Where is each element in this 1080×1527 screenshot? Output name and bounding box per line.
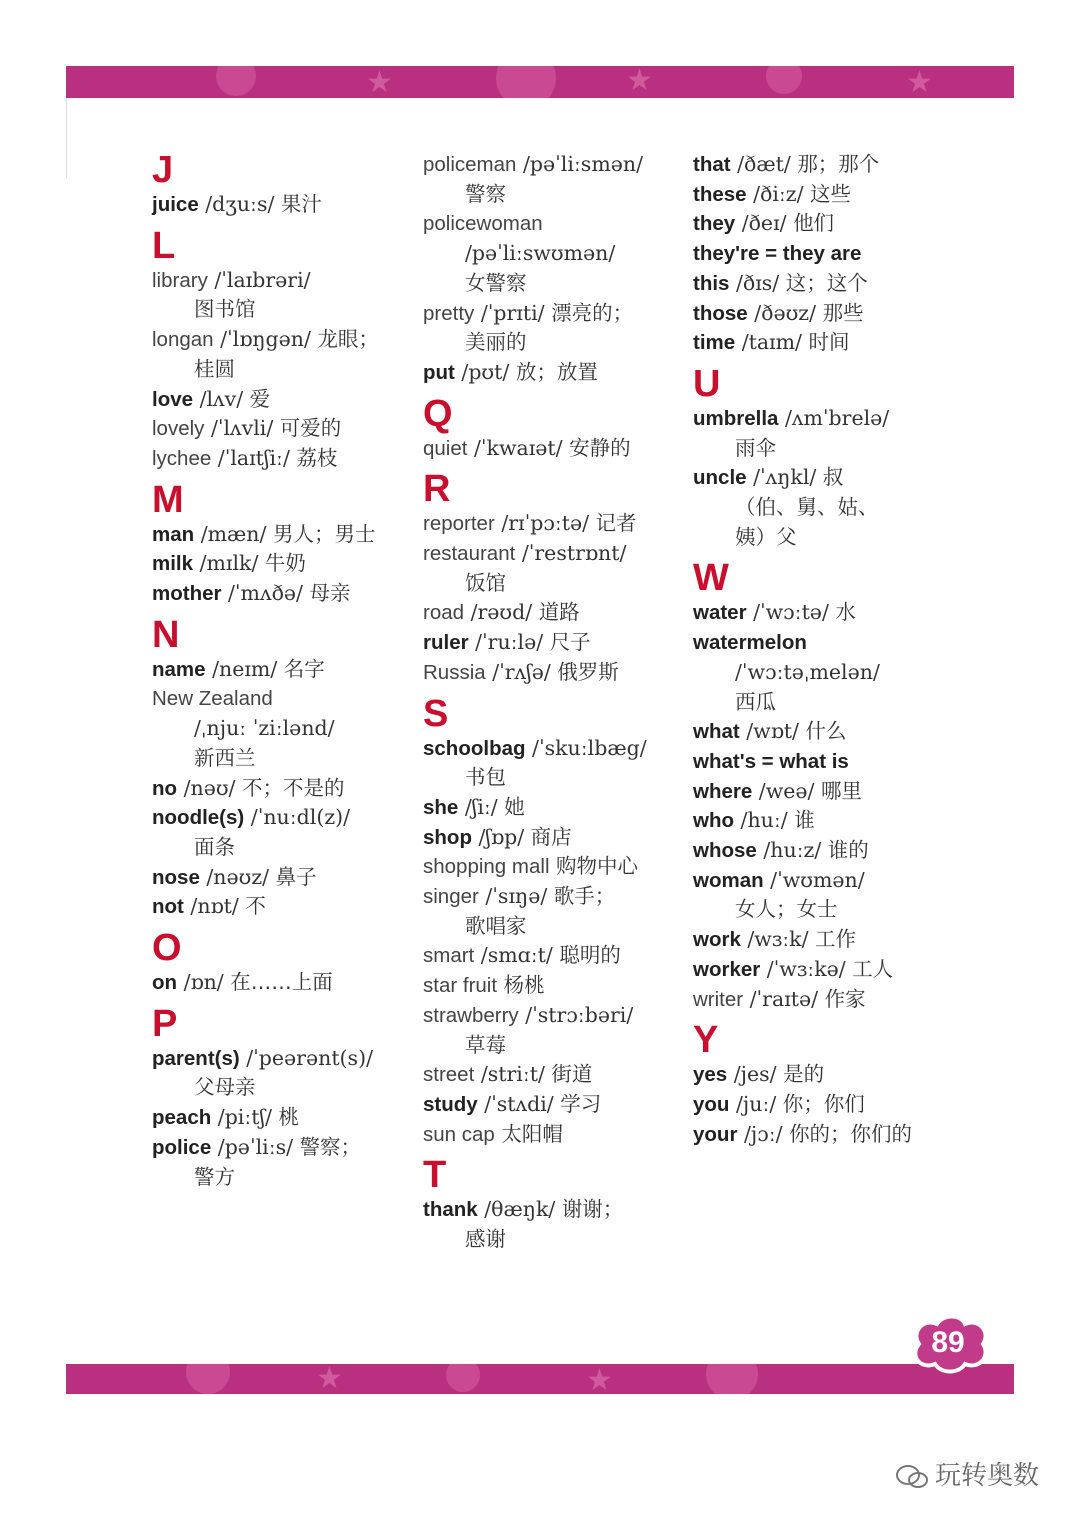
entry-word: watermelon (693, 631, 807, 655)
glossary-entry-shop (423, 823, 688, 853)
glossary-entry-shopping-mall (423, 852, 688, 882)
entry-translation: 水 (835, 600, 856, 625)
glossary-entry-love (152, 385, 412, 415)
entry-phonetic: /taɪm/ (741, 330, 802, 355)
entry-word: time (693, 331, 736, 355)
entry-word: put (423, 360, 455, 384)
entry-word: shop (423, 825, 472, 849)
left-rule (66, 98, 67, 178)
entry-translation: 这；这个 (785, 270, 868, 295)
glossary-entry-sun-cap (423, 1120, 688, 1150)
glossary-entry-water (693, 598, 993, 628)
entry-translation: 记者 (595, 511, 637, 536)
entry-translation: 警察； (299, 1134, 362, 1159)
entry-word: study (423, 1092, 478, 1116)
entry-translation: 工作 (815, 927, 857, 952)
glossary-entry-noodle-s (152, 803, 412, 862)
glossary-entry-what (693, 717, 993, 747)
glossary-entry-not (152, 892, 412, 922)
glossary-entry-singer (423, 882, 688, 941)
entry-continuation: 雨伞 (735, 435, 776, 460)
glossary-entry-parent-s (152, 1044, 412, 1103)
entry-phonetic: /ˈpeərənt(s)/ (246, 1045, 373, 1070)
glossary-column-2 (423, 150, 688, 1255)
entry-translation: 不 (245, 894, 266, 919)
entry-continuation: /ˈwɔːtəˌmelən/ (735, 659, 880, 684)
entry-phonetic: /mæn/ (200, 521, 267, 546)
entry-translation: 荔枝 (296, 445, 338, 470)
glossary-entry-worker (693, 955, 993, 985)
entry-translation: 她 (504, 794, 525, 819)
entry-phonetic: /ˈstrɔːbəri/ (525, 1002, 634, 1027)
glossary-entry-longan (152, 325, 412, 384)
entry-continuation: 图书馆 (194, 297, 256, 322)
entry-word: policewoman (423, 212, 543, 236)
wechat-icon (895, 1464, 929, 1490)
entry-word: these (693, 182, 747, 206)
entry-phonetic: /pəˈliːsmən/ (522, 152, 644, 176)
glossary-entry-time (693, 328, 993, 358)
entry-word: sun cap (423, 1122, 495, 1146)
entry-phonetic: /ˈlaɪbrəri/ (214, 267, 311, 292)
entry-word: milk (152, 552, 194, 576)
entry-translation: 工人 (852, 956, 894, 981)
entry-phonetic: /ˈruːlə/ (475, 630, 544, 655)
glossary-entry-uncle (693, 463, 993, 552)
entry-translation: 果汁 (280, 192, 322, 216)
section-letter-o: O (152, 927, 182, 970)
entry-word: water (693, 601, 747, 625)
entry-continuation: 新西兰 (194, 745, 256, 770)
entry-word: lovely (152, 417, 205, 441)
entry-translation: 学习 (560, 1091, 602, 1116)
glossary-entry-smart (423, 941, 688, 971)
entry-continuation: /ˌnjuː ˈziːlənd/ (194, 716, 335, 741)
glossary-column-3 (693, 150, 993, 1149)
entry-phonetic: /ˈrʌʃə/ (492, 659, 551, 684)
glossary-entry-policeman (423, 150, 688, 209)
entry-phonetic: /ʌmˈbrelə/ (784, 405, 890, 430)
glossary-entry-lychee (152, 444, 412, 474)
entry-word: love (152, 387, 194, 411)
entry-phonetic: /weə/ (758, 778, 815, 803)
entry-translation: 在……上面 (230, 970, 333, 995)
section-letter-t: T (423, 1154, 447, 1197)
entry-continuation: 饭馆 (465, 570, 506, 595)
entry-translation: 桃 (278, 1105, 300, 1130)
glossary-column-1 (152, 150, 412, 1192)
entry-phonetic: /rəʊd/ (470, 600, 533, 625)
glossary-entry-milk (152, 549, 412, 579)
glossary-entry-she (423, 793, 688, 823)
entry-translation: 名字 (283, 656, 325, 681)
glossary-entry-put (423, 358, 688, 388)
section-letter-n: N (152, 613, 180, 656)
entry-translation: 那；那个 (797, 152, 880, 176)
glossary-entry-street (423, 1060, 688, 1090)
glossary-entry-no (152, 774, 412, 804)
entry-continuation: 歌唱家 (465, 913, 527, 938)
entry-word: umbrella (693, 406, 779, 430)
section-letter-w: W (693, 557, 729, 600)
entry-phonetic: /ðæt/ (737, 152, 791, 176)
glossary-entry-woman (693, 866, 993, 925)
entry-translation: 商店 (530, 824, 572, 849)
glossary-entry-that (693, 150, 993, 180)
entry-word: yes (693, 1063, 728, 1087)
entry-translation: 街道 (551, 1062, 593, 1087)
glossary-entry-thank (423, 1195, 688, 1254)
entry-word: on (152, 971, 178, 995)
entry-phonetic: /jɔː/ (743, 1121, 783, 1146)
entry-word: she (423, 795, 459, 819)
entry-phonetic: /ˈmʌðə/ (228, 581, 303, 606)
entry-phonetic: /nəʊ/ (183, 775, 236, 800)
entry-word: police (152, 1135, 212, 1159)
section-letter-s: S (423, 692, 449, 735)
section-letter-m: M (152, 478, 184, 521)
entry-word: what (693, 720, 740, 744)
glossary-entry-mother (152, 579, 412, 609)
entry-phonetic: /ðeɪ/ (741, 211, 787, 236)
glossary-entry-lovely (152, 414, 412, 444)
entry-word: ruler (423, 631, 469, 655)
glossary-entry-those (693, 299, 993, 329)
entry-translation: 购物中心 (556, 854, 639, 879)
glossary-entry-juice (152, 190, 412, 220)
entry-word: policeman (423, 153, 517, 176)
entry-word: those (693, 301, 748, 325)
glossary-entry-writer (693, 985, 993, 1015)
glossary-entry-this (693, 269, 993, 299)
section-letter-y: Y (693, 1019, 719, 1062)
entry-translation: 道路 (538, 600, 580, 625)
glossary-entry-umbrella (693, 404, 993, 463)
entry-word: pretty (423, 301, 475, 325)
entry-phonetic: /ðiːz/ (753, 181, 804, 206)
entry-translation: 不；不是的 (241, 775, 345, 800)
section-letter-r: R (423, 468, 451, 511)
entry-word: what's = what is (693, 749, 849, 773)
entry-phonetic: /ˈwɔːtə/ (753, 600, 829, 625)
entry-continuation: （伯、舅、姑、 (735, 495, 879, 520)
entry-phonetic: /neɪm/ (212, 656, 278, 681)
glossary-entry-where (693, 777, 993, 807)
glossary-entry-road (423, 598, 688, 628)
entry-continuation: 面条 (194, 834, 235, 859)
entry-word: uncle (693, 466, 747, 490)
glossary-entry-who (693, 806, 993, 836)
entry-word: where (693, 779, 753, 803)
glossary-entry-quiet (423, 434, 688, 464)
entry-word: New Zealand (152, 687, 273, 711)
glossary-entry-peach (152, 1103, 412, 1133)
glossary-entry-pretty (423, 299, 688, 358)
entry-phonetic: /rɪˈpɔːtə/ (501, 511, 589, 536)
glossary-entry-ruler (423, 628, 688, 658)
bottom-decorative-band: ★ ★ (66, 1364, 1014, 1394)
entry-word: name (152, 657, 206, 681)
page-number: 89 (931, 1326, 965, 1359)
entry-word: shopping mall (423, 855, 550, 879)
entry-phonetic: /huː/ (740, 808, 788, 833)
entry-phonetic: /piːtʃ/ (217, 1105, 272, 1130)
glossary-entry-whose (693, 836, 993, 866)
glossary-entry-restaurant (423, 539, 688, 598)
glossary-entry-on (152, 968, 412, 998)
entry-continuation: 警察 (465, 181, 506, 206)
entry-translation: 时间 (808, 330, 850, 355)
entry-word: no (152, 776, 178, 800)
entry-phonetic: /wɜːk/ (747, 927, 809, 952)
entry-word: your (693, 1122, 738, 1146)
entry-phonetic: /smɑːt/ (480, 943, 553, 968)
entry-word: noodle(s) (152, 806, 245, 830)
glossary-entry-name (152, 655, 412, 685)
glossary-entry-policewoman (423, 209, 688, 298)
glossary-entry-study (423, 1090, 688, 1120)
entry-translation: 作家 (824, 986, 866, 1011)
entry-continuation: 西瓜 (735, 689, 776, 714)
entry-continuation: /pəˈliːswʊmən/ (465, 241, 616, 266)
entry-word: longan (152, 328, 214, 352)
entry-word: work (693, 928, 741, 952)
entry-translation: 俄罗斯 (557, 659, 619, 684)
entry-continuation: 感谢 (465, 1227, 506, 1252)
section-letter-q: Q (423, 392, 453, 435)
entry-phonetic: /wɒt/ (746, 719, 799, 744)
entry-phonetic: /striːt/ (480, 1062, 545, 1087)
entry-phonetic: /lʌv/ (199, 386, 244, 411)
entry-word: schoolbag (423, 736, 526, 760)
entry-translation: 你的；你们的 (789, 1121, 913, 1146)
entry-phonetic: /ˈwʊmən/ (770, 867, 865, 892)
entry-word: lychee (152, 446, 212, 470)
entry-translation: 你；你们 (782, 1091, 865, 1116)
glossary-entry-your (693, 1120, 993, 1150)
glossary-entry-reporter (423, 509, 688, 539)
glossary-entry-star-fruit (423, 971, 688, 1001)
glossary-entry-schoolbag (423, 734, 688, 793)
entry-word: writer (693, 987, 744, 1011)
entry-word: road (423, 601, 465, 625)
entry-phonetic: /nəʊz/ (206, 864, 270, 889)
entry-word: street (423, 1063, 475, 1087)
glossary-entry-you (693, 1090, 993, 1120)
entry-word: nose (152, 865, 200, 889)
entry-word: smart (423, 944, 475, 968)
entry-continuation: 美丽的 (465, 330, 527, 355)
entry-continuation: 警方 (194, 1164, 235, 1189)
entry-word: singer (423, 885, 479, 909)
entry-phonetic: /juː/ (735, 1091, 777, 1116)
entry-word: worker (693, 957, 761, 981)
entry-phonetic: /ˈlɒŋgən/ (220, 327, 311, 352)
glossary-entry-work (693, 925, 993, 955)
entry-continuation: 草莓 (465, 1032, 506, 1057)
entry-translation: 太阳帽 (501, 1121, 563, 1146)
top-decorative-band: ★ ★ ★ (66, 66, 1014, 98)
entry-continuation: 女警察 (465, 270, 527, 295)
entry-word: you (693, 1092, 730, 1116)
entry-translation: 鼻子 (275, 864, 317, 889)
entry-continuation: 桂圆 (194, 356, 235, 381)
entry-phonetic: /ˈprɪti/ (480, 300, 545, 325)
glossary-entry-these (693, 180, 993, 210)
entry-continuation: 父母亲 (194, 1075, 256, 1100)
entry-word: mother (152, 582, 222, 606)
entry-word: juice (152, 193, 199, 216)
entry-phonetic: /ɒn/ (183, 970, 224, 995)
entry-translation: 漂亮的； (551, 300, 634, 325)
entry-phonetic: /ˈnuːdl(z)/ (250, 805, 351, 830)
entry-phonetic: /ˈstʌdi/ (484, 1091, 554, 1116)
entry-translation: 哪里 (820, 778, 862, 803)
entry-translation: 安静的 (569, 435, 631, 460)
entry-phonetic: /pʊt/ (461, 359, 510, 384)
entry-word: quiet (423, 436, 468, 460)
entry-translation: 歌手； (553, 884, 616, 909)
entry-translation: 谢谢； (561, 1197, 624, 1222)
entry-translation: 叔 (822, 465, 844, 490)
glossary-entry-russia (423, 658, 688, 688)
entry-translation: 可爱的 (279, 416, 342, 441)
entry-translation: 爱 (249, 386, 271, 411)
entry-word: this (693, 271, 730, 295)
page-number-badge (905, 1312, 991, 1376)
glossary-entry-what-s-what-is (693, 747, 993, 777)
section-letter-p: P (152, 1002, 178, 1045)
entry-word: Russia (423, 660, 486, 684)
entry-phonetic: /ˈraɪtə/ (749, 986, 819, 1011)
entry-translation: 什么 (805, 719, 847, 744)
section-letter-l: L (152, 224, 176, 267)
glossary-entry-strawberry (423, 1001, 688, 1060)
glossary-entry-library (152, 266, 412, 325)
glossary-entry-man (152, 520, 412, 550)
entry-phonetic: /ˈsɪŋə/ (485, 884, 548, 909)
entry-translation: 他们 (793, 211, 835, 236)
entry-translation: 这些 (810, 181, 852, 206)
entry-continuation: 姨）父 (735, 524, 797, 549)
entry-translation: 谁的 (827, 838, 869, 863)
watermark-text: 玩转奥数 (935, 1461, 1040, 1491)
entry-translation: 放；放置 (515, 359, 598, 384)
entry-word: not (152, 895, 184, 919)
glossary-entry-new-zealand (152, 684, 412, 773)
entry-phonetic: /jes/ (733, 1062, 777, 1087)
entry-word: woman (693, 868, 764, 892)
entry-phonetic: /ˈwɜːkə/ (766, 956, 846, 981)
glossary-entry-they (693, 209, 993, 239)
entry-word: that (693, 153, 731, 176)
section-letter-u: U (693, 362, 721, 405)
entry-word: they (693, 212, 736, 236)
glossary-entry-they-re-they-are (693, 239, 993, 269)
watermark (895, 1455, 1039, 1492)
glossary-entry-watermelon (693, 628, 993, 717)
entry-translation: 尺子 (549, 630, 591, 655)
section-letter-j: J (152, 149, 174, 191)
entry-phonetic: /ˈskuːlbæg/ (532, 735, 647, 760)
entry-word: who (693, 809, 734, 833)
entry-word: whose (693, 839, 757, 863)
entry-word: library (152, 268, 208, 292)
entry-phonetic: /pəˈliːs/ (217, 1134, 294, 1159)
entry-word: thank (423, 1198, 478, 1222)
entry-word: they're = they are (693, 242, 862, 266)
entry-phonetic: /huːz/ (763, 838, 822, 863)
entry-phonetic: /ʃiː/ (464, 794, 498, 819)
entry-translation: 男人；男士 (272, 521, 376, 546)
entry-phonetic: /ʃɒp/ (478, 824, 525, 849)
entry-word: restaurant (423, 542, 516, 566)
entry-word: star fruit (423, 974, 498, 998)
entry-translation: 龙眼； (317, 327, 379, 352)
entry-word: parent(s) (152, 1046, 240, 1070)
entry-translation: 母亲 (309, 581, 351, 606)
entry-continuation: 女人；女士 (735, 897, 838, 922)
entry-word: man (152, 522, 195, 546)
entry-phonetic: /ˈlʌvli/ (210, 416, 274, 441)
entry-phonetic: /ˈkwaɪət/ (474, 435, 563, 460)
entry-phonetic: /ˈrestrɒnt/ (521, 541, 627, 566)
entry-translation: 那些 (822, 300, 864, 325)
entry-phonetic: /mɪlk/ (199, 551, 259, 576)
entry-word: reporter (423, 512, 495, 536)
entry-translation: 谁 (794, 808, 815, 833)
entry-phonetic: /ðɪs/ (735, 270, 780, 295)
entry-phonetic: /θæŋk/ (484, 1197, 556, 1222)
entry-translation: 是的 (783, 1062, 825, 1087)
entry-translation: 牛奶 (264, 551, 306, 576)
entry-continuation: 书包 (465, 765, 506, 790)
entry-phonetic: /dʒuːs/ (205, 192, 275, 216)
glossary-entry-nose (152, 863, 412, 893)
entry-phonetic: /ˈlaɪtʃiː/ (217, 445, 290, 470)
entry-phonetic: /nɒt/ (190, 894, 239, 919)
glossary-entry-police (152, 1133, 412, 1192)
entry-word: peach (152, 1106, 212, 1130)
entry-phonetic: /ðəʊz/ (754, 300, 817, 325)
glossary-entry-yes (693, 1060, 993, 1090)
entry-translation: 聪明的 (559, 943, 621, 968)
entry-translation: 杨桃 (503, 973, 545, 998)
entry-word: strawberry (423, 1003, 519, 1027)
entry-phonetic: /ˈʌŋkl/ (753, 465, 817, 490)
